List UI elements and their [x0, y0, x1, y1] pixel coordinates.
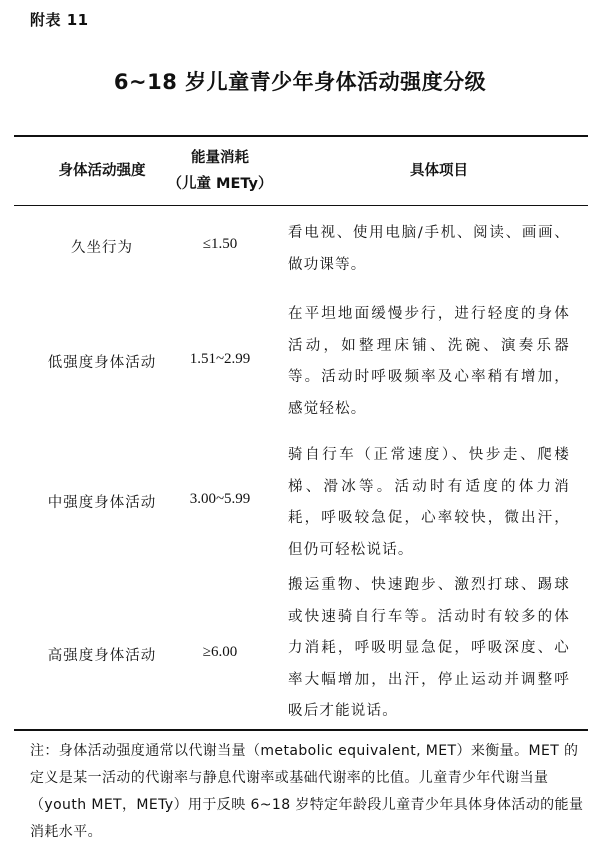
header-items: 具体项目 — [410, 163, 468, 179]
table-bottom-rule — [14, 729, 588, 731]
header-energy — [150, 145, 290, 197]
table-top-rule — [14, 135, 588, 137]
row-sedentary-items: 看电视、使用电脑/手机、阅读、画画、做功课等。 — [288, 225, 570, 273]
row-vigorous-intensity: 高强度身体活动 — [47, 648, 157, 664]
row-moderate-items: 骑自行车（正常速度）、快步走、爬楼梯、滑冰等。活动时有适度的体力消耗，呼吸较急促，心率较快，微出汗，但仍可轻松说话。 — [288, 447, 570, 558]
header-rule — [14, 205, 588, 206]
row-light-items: 在平坦地面缓慢步行，进行轻度的身体活动，如整理床铺、洗碗、演奏乐器等。活动时呼吸频率及心率稍有增加，感觉轻松。 — [288, 306, 570, 417]
table-note: 注：身体活动强度通常以代谢当量（metabolic equivalent, MET）来衡量。MET 的定义是某一活动的代谢率与静息代谢率或基础代谢率的比值。儿童青少年代谢当量（youth MET，METy）用于反映 6~18 岁特定年龄段儿童青少年具体身体活动的能量消耗水平。 — [30, 743, 584, 840]
table-title: 6~18 岁儿童青少年身体活动强度分级 — [113, 70, 487, 94]
header-energy-line2: （儿童 METy） — [167, 176, 273, 192]
row-moderate-intensity: 中强度身体活动 — [47, 495, 157, 511]
row-moderate-energy: 3.00~5.99 — [189, 491, 251, 507]
row-light-energy: 1.51~2.99 — [189, 351, 251, 367]
row-vigorous-items: 搬运重物、快速跑步、激烈打球、踢球或快速骑自行车等。活动时有较多的体力消耗，呼吸明显急促，呼吸深度、心率大幅增加，出汗，停止运动并调整呼吸后才能说话。 — [288, 577, 570, 719]
row-sedentary-energy: ≤1.50 — [202, 236, 238, 252]
header-intensity: 身体活动强度 — [58, 163, 146, 179]
row-light-intensity: 低强度身体活动 — [47, 355, 157, 371]
row-sedentary-intensity: 久坐行为 — [71, 240, 133, 256]
row-vigorous-energy: ≥6.00 — [202, 644, 238, 660]
header-energy-line1: 能量消耗 — [191, 150, 249, 166]
appendix-table-label: 附表 11 — [30, 11, 89, 29]
